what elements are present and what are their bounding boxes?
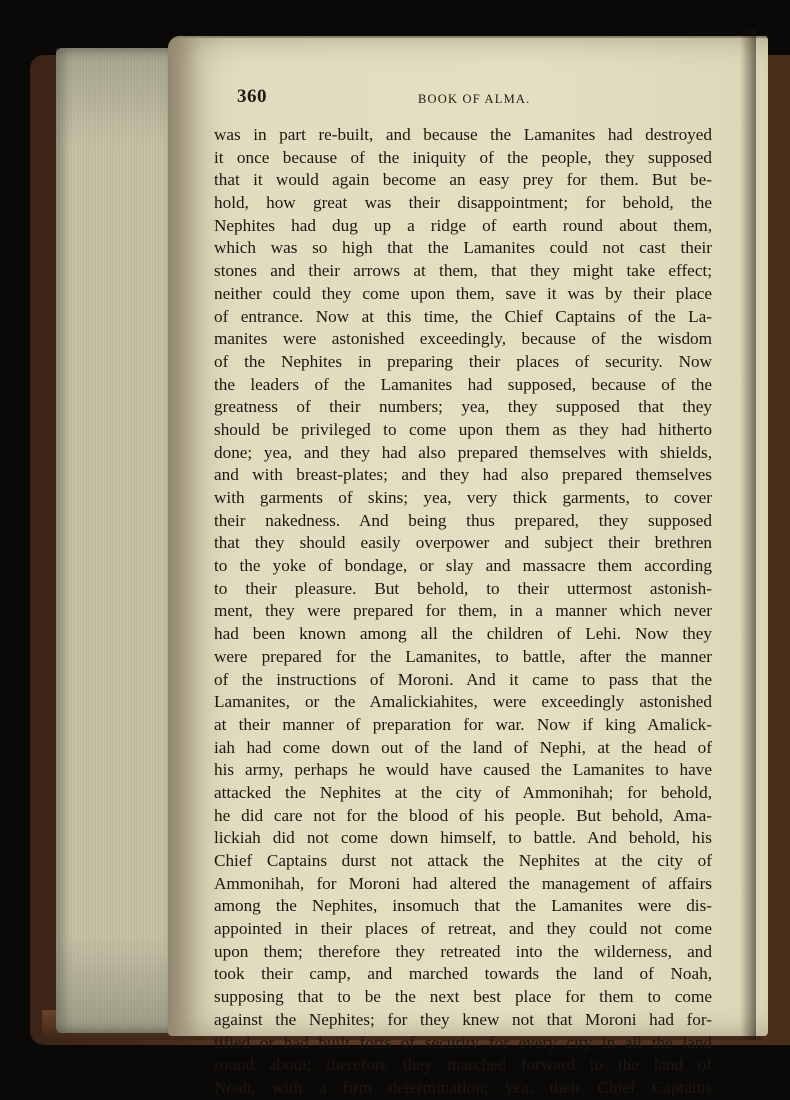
text-line: at their manner of preparation for war. Now if king Amalick- [214, 714, 712, 734]
text-line: it once because of the iniquity of the people, they supposed [214, 147, 712, 167]
text-line: his army, perhaps he would have caused the Lamanites to have [214, 760, 712, 780]
text-line: that it would again become an easy prey for them. But be- [214, 170, 712, 190]
running-head: BOOK OF ALMA. [418, 92, 531, 106]
text-line: upon them; therefore they retreated into the wilderness, and [214, 941, 712, 961]
text-line: among the Nephites, insomuch that the Lamanites were dis- [214, 896, 712, 916]
text-line: attacked the Nephites at the city of Ammonihah; for behold, [214, 782, 712, 802]
text-line: was in part re-built, and because the Lamanites had destroyed [214, 125, 712, 144]
text-line: Noah, with a firm determination; yea, their Chief Captains [214, 1077, 712, 1097]
text-line: were prepared for the Lamanites, to battle, after the manner [214, 646, 712, 666]
text-line: stones and their arrows at them, that they might take effect; [214, 261, 712, 281]
text-line: done; yea, and they had also prepared themselves with shields, [214, 442, 712, 462]
text-line: the leaders of the Lamanites had supposed, because of the [214, 374, 712, 394]
page-shadow [740, 30, 756, 1040]
text-line: their nakedness. And being thus prepared, they supposed [214, 510, 712, 530]
text-line: appointed in their places of retreat, and they could not come [214, 919, 712, 939]
text-line: greatness of their numbers; yea, they supposed that they [214, 397, 712, 417]
text-line: Chief Captains durst not attack the Nephites at the city of [214, 851, 712, 870]
text-line: lickiah did not come down himself, to battle. And behold, his [214, 828, 712, 848]
text-line: Lamanites, or the Amalickiahites, were exceedingly astonished [214, 692, 712, 712]
text-line: of the Nephites in preparing their places of security. Now [214, 351, 712, 371]
text-line: supposing that to be the next best place for them to come [214, 987, 712, 1007]
text-line: round about; therefore they marched forward to the land of [214, 1055, 712, 1075]
text-line: took their camp, and marched towards the land of Noah, [214, 964, 712, 984]
text-line: neither could they come upon them, save it was by their place [214, 283, 712, 303]
text-line: to the yoke of bondage, or slay and massacre them according [214, 556, 712, 576]
text-line: against the Nephites; for they knew not that Moroni had for- [214, 1009, 712, 1029]
text-line: Nephites had dug up a ridge of earth round about them, [214, 215, 712, 235]
text-line: should be privileged to come upon them as they had hitherto [214, 419, 712, 439]
text-line: of the instructions of Moroni. And it came to pass that the [214, 669, 712, 689]
text-line: had been known among all the children of Lehi. Now they [214, 624, 712, 644]
text-line: ment, they were prepared for them, in a manner which never [214, 601, 712, 621]
page-body-text [214, 124, 712, 1100]
page-edges [56, 48, 186, 1033]
text-line: to their pleasure. But behold, to their uttermost astonish- [214, 578, 712, 598]
text-line: hold, how great was their disappointment; for behold, the [214, 193, 712, 213]
text-line: iah had come down out of the land of Nephi, at the head of [214, 737, 712, 757]
page-header [237, 86, 717, 110]
text-line: and with breast-plates; and they had also prepared themselves [214, 465, 712, 485]
text-line: manites were astonished exceedingly, because of the wisdom [214, 329, 712, 349]
text-line: which was so high that the Lamanites could not cast their [214, 238, 712, 258]
text-line: tified or had built forts of security for every city in all the land [214, 1032, 712, 1052]
text-line: he did care not for the blood of his people. But behold, Ama- [214, 805, 712, 825]
text-line: of entrance. Now at this time, the Chief Captains of the La- [214, 306, 712, 326]
text-line: with garments of skins; yea, very thick garments, to cover [214, 488, 712, 507]
text-line: Ammonihah, for Moroni had altered the management of affairs [214, 873, 712, 893]
text-line: that they should easily overpower and subject their brethren [214, 533, 712, 553]
page-number: 360 [237, 86, 267, 107]
